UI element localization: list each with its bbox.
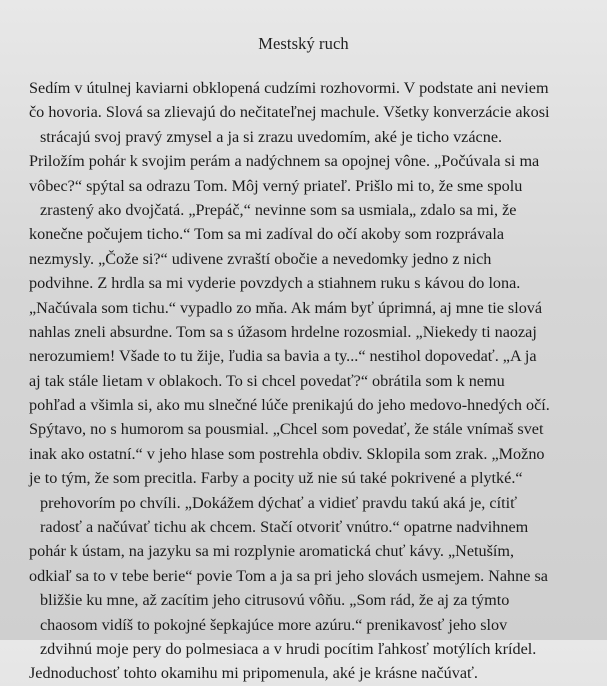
text-line: odkiaľ sa to v tebe berie“ povie Tom a ja sa pri jeho slovách usmejem. Nahne sa xyxy=(29,566,548,585)
text-line: Jednoduchosť tohto okamihu mi pripomenula, aké je krásne načúvať. xyxy=(29,664,478,683)
text-line: konečne počujem ticho.“ Tom sa mi zadíval do očí akoby som rozprávala xyxy=(29,225,505,244)
text-line: nerozumiem! Všade to tu žije, ľudia sa bavia a ty...“ nestihol dopovedať. „A ja xyxy=(29,347,537,366)
text-line: „Načúvala som tichu.“ vypadlo zo mňa. Ak mám byť úprimná, aj mne tie slová xyxy=(29,298,543,317)
text-line: Priložím pohár k svojim perám a nadýchnem sa opojnej vône. „Počúvala si ma xyxy=(29,152,540,171)
text-line: nezmysly. „Čože si?“ udivene zvraští obočie a nevedomky jedno z nich xyxy=(29,249,492,268)
text-line: je to tým, že som precitla. Farby a pocity už nie sú také pokrivené a plytké.“ xyxy=(29,469,523,488)
text-line: Sedím v útulnej kaviarni obklopená cudzími rozhovormi. V podstate ani neviem xyxy=(29,79,549,97)
text-line: radosť a načúvať tichu ak chcem. Stačí otvoriť vnútro.“ opatrne nadvihnem xyxy=(40,518,529,537)
text-line: Spýtavo, no s humorom sa pousmial. „Chcel som povedať, že stále vnímaš svet xyxy=(29,420,544,439)
text-line: pohľad a všimla si, ako mu slnečné lúče prenikajú do jeho medovo-hnedých očí. xyxy=(29,396,550,415)
text-line: vôbec?“ spýtal sa odrazu Tom. Môj verný priateľ. Prišlo mi to, že sme spolu xyxy=(29,176,523,195)
text-line: čo hovoria. Slová sa zlievajú do nečitateľnej machule. Všetky konverzácie akosi xyxy=(29,103,550,122)
text-line: zrastený ako dvojčatá. „Prepáč,“ nevinne som sa usmiala„ zdalo sa mi, že xyxy=(40,200,517,219)
text-line: strácajú svoj pravý zmysel a ja si zrazu uvedomím, aké je ticho vzácne. xyxy=(40,127,503,146)
text-line: inak ako ostatní.“ v jeho hlase som postrehla obdiv. Sklopila som zrak. „Možno xyxy=(29,444,545,463)
text-line: pohár k ústam, na jazyku sa mi rozplynie aromatická chuť kávy. „Netuším, xyxy=(29,542,515,561)
document-title: Mestský ruch xyxy=(258,34,349,53)
text-line: podvihne. Z hrdla sa mi vyderie povzdych a stiahnem ruku s kávou do lona. xyxy=(29,274,521,293)
text-line: prehovorím po chvíli. „Dokážem dýchať a vidieť pravdu takú aká je, cítiť xyxy=(40,493,517,512)
text-line: nahlas zneli absurdne. Tom sa s úžasom hrdelne rozosmial. „Niekedy ti naozaj xyxy=(29,322,537,341)
text-line: chaosom vidíš to pokojné šepkajúce more azúru.“ prenikavosť jeho slov xyxy=(40,615,508,634)
text-line: aj tak stále lietam v oblakoch. To si chcel povedať?“ obrátila som k nemu xyxy=(29,371,505,390)
text-line: bližšie ku mne, až zacítim jeho citrusovú vôňu. „Som rád, že aj za týmto xyxy=(40,591,510,610)
story-body xyxy=(29,76,589,686)
text-line: zdvihnú moje pery do polmesiaca a v hrudi pocítim ľahkosť motýlích krídel. xyxy=(40,639,537,658)
